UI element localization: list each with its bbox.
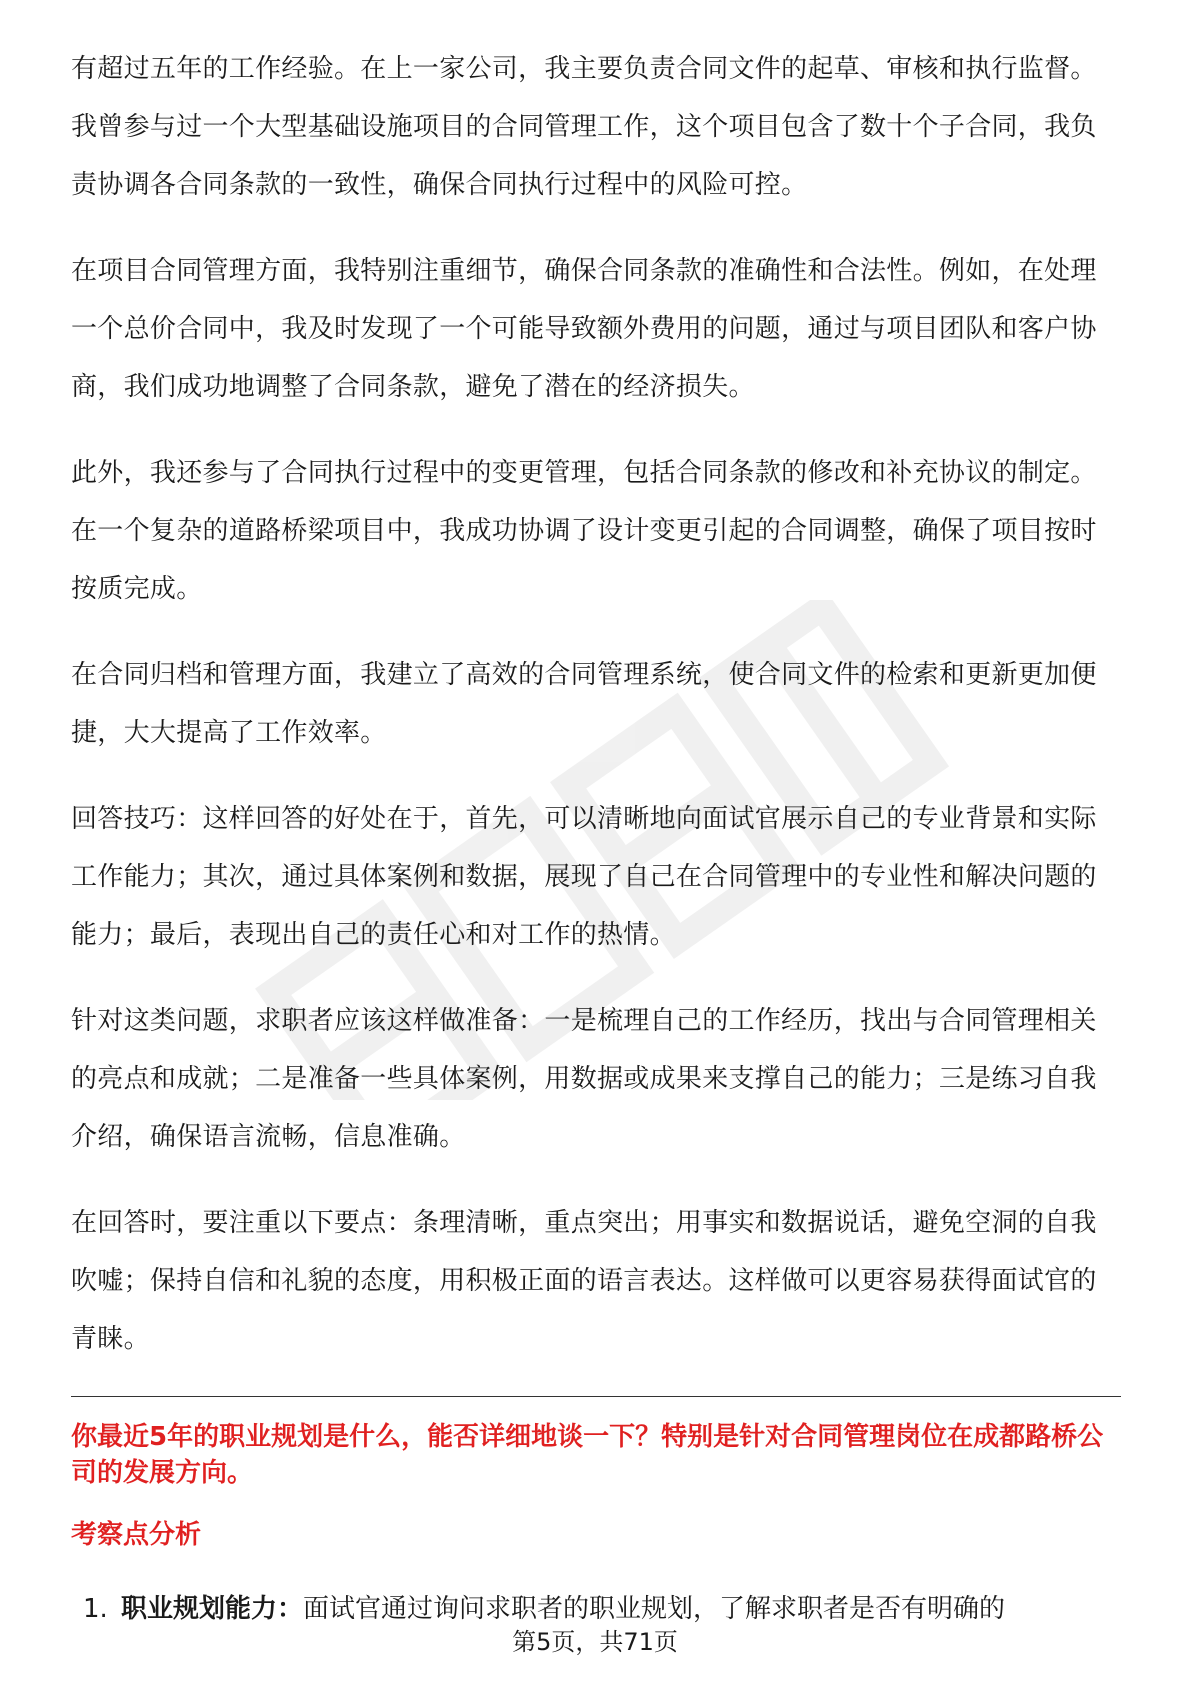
paragraph-change-management: 此外，我还参与了合同执行过程中的变更管理，包括合同条款的修改和补充协议的制定。在一个复杂的道路桥梁项目中，我成功协调了设计变更引起的合同调整，确保了项目按时按质完成。 xyxy=(71,458,1097,604)
paragraph-detail-management: 在项目合同管理方面，我特别注重细节，确保合同条款的准确性和合法性。例如，在处理一个总价合同中，我及时发现了一个可能导致额外费用的问题，通过与项目团队和客户协商，我们成功地调整了合同条款，避免了潜在的经济损失。 xyxy=(71,256,1097,402)
paragraph-preparation: 针对这类问题，求职者应该这样做准备：一是梳理自己的工作经历，找出与合同管理相关的亮点和成就；二是准备一些具体案例，用数据或成果来支撑自己的能力；三是练习自我介绍，确保语言流畅，信息准确。 xyxy=(71,1006,1097,1152)
list-item-number: 1. xyxy=(83,1594,108,1624)
list-item-lead: 职业规划能力： xyxy=(121,1594,304,1624)
list-item-text: 面试官通过询问求职者的职业规划，了解求职者是否有明确的 xyxy=(303,1594,1006,1624)
main-content xyxy=(71,40,1121,1627)
paragraph-experience: 有超过五年的工作经验。在上一家公司，我主要负责合同文件的起草、审核和执行监督。我曾参与过一个大型基础设施项目的合同管理工作，这个项目包含了数十个子合同，我负责协调各合同条款的一致性，确保合同执行过程中的风险可控。 xyxy=(71,54,1097,200)
paragraph-answer-tips: 回答技巧：这样回答的好处在于，首先，可以清晰地向面试官展示自己的专业背景和实际工作能力；其次，通过具体案例和数据，展现了自己在合同管理中的专业性和解决问题的能力；最后，表现出自己的责任心和对工作的热情。 xyxy=(71,804,1097,950)
paragraph-archiving: 在合同归档和管理方面，我建立了高效的合同管理系统，使合同文件的检索和更新更加便捷，大大提高了工作效率。 xyxy=(71,660,1097,748)
list-item xyxy=(71,1591,1121,1627)
interview-question: 你最近5年的职业规划是什么，能否详细地谈一下？特别是针对合同管理岗位在成都路桥公司的发展方向。 xyxy=(71,1422,1104,1488)
section-divider xyxy=(71,1396,1121,1397)
page-footer: 第5页，共71页 xyxy=(0,1627,1190,1657)
analysis-heading: 考察点分析 xyxy=(71,1520,202,1550)
paragraph-key-points: 在回答时，要注重以下要点：条理清晰，重点突出；用事实和数据说话，避免空洞的自我吹嘘；保持自信和礼貌的态度，用积极正面的语言表达。这样做可以更容易获得面试官的青睐。 xyxy=(71,1208,1097,1354)
